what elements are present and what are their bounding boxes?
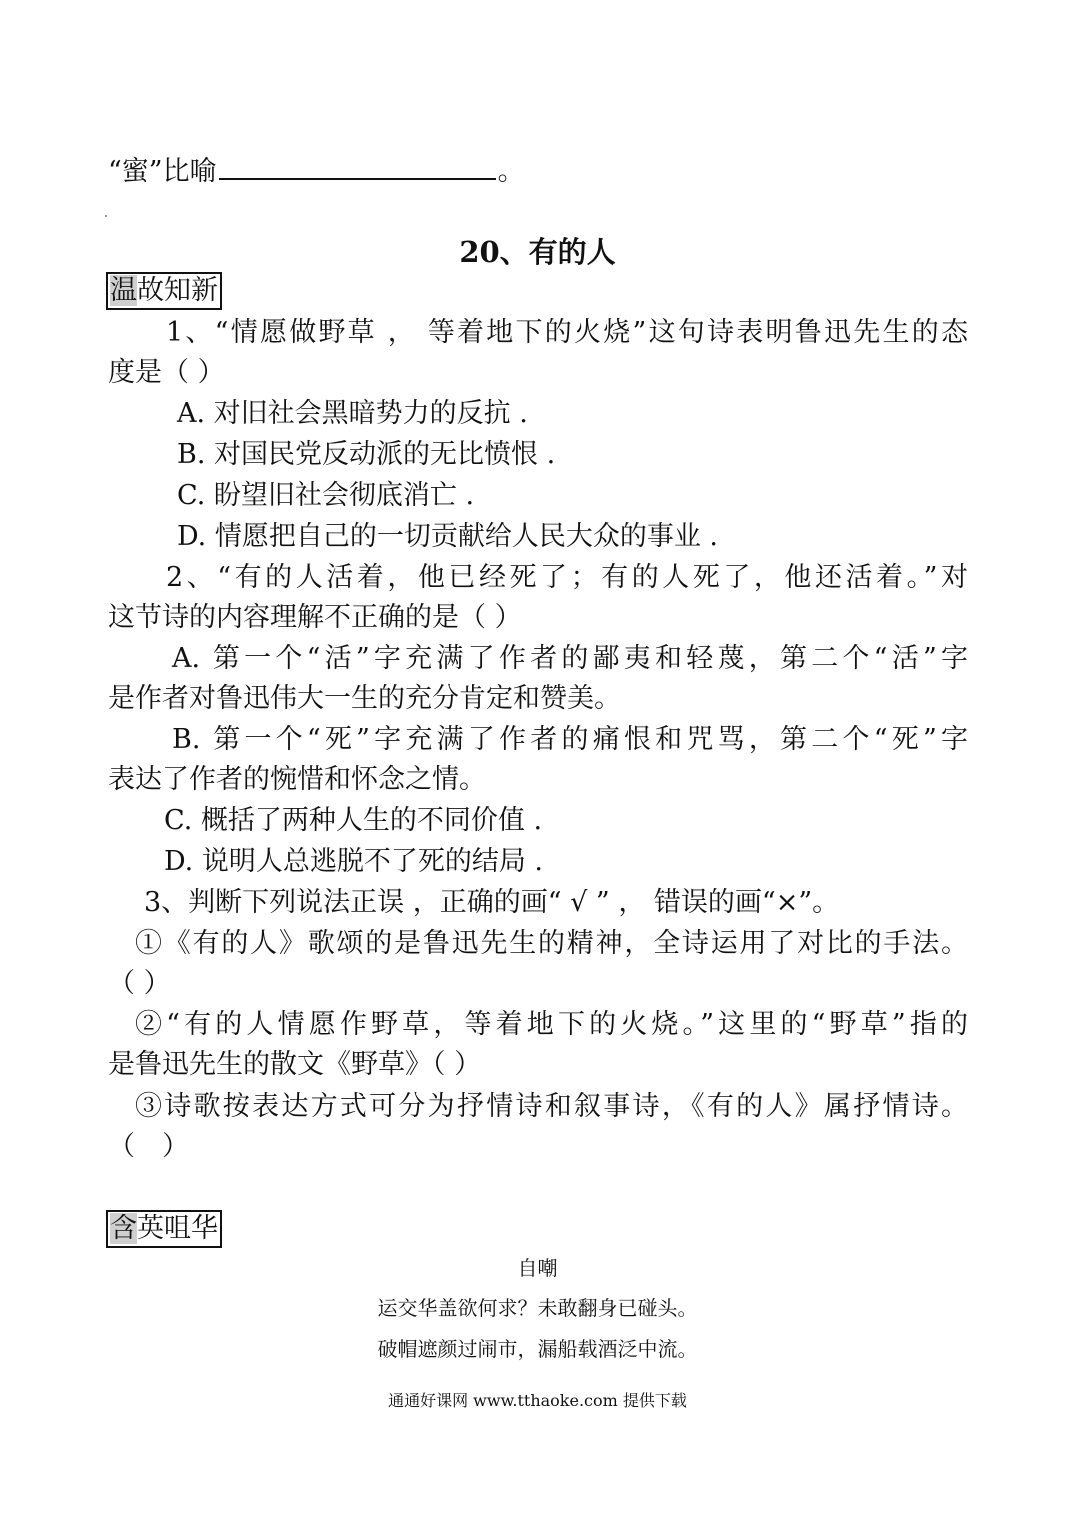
q3-item2-line2: 是鲁迅先生的散文《野草》（ ） bbox=[108, 1049, 482, 1080]
page-footer: 通通好课网 www.tthaoke.com 提供下载 bbox=[388, 1391, 687, 1410]
fill-blank-suffix: 。 bbox=[497, 156, 525, 187]
poem-line-1: 运交华盖欲何求？未敢翻身已碰头。 bbox=[377, 1296, 698, 1320]
q3-item1-line1: ①《有的人》歌颂的是鲁迅先生的精神，全诗运用了对比的手法。 bbox=[135, 928, 968, 959]
section-tag-rest: 英咀华 bbox=[137, 1213, 218, 1244]
q1-option-d: D. 情愿把自己的一切贡献给人民大众的事业 . bbox=[177, 521, 719, 552]
q1-stem-line2: 度是（ ） bbox=[108, 357, 225, 388]
q2-option-c: C. 概括了两种人生的不同价值 . bbox=[164, 805, 543, 836]
q3-stem: 3、判断下列说法正误 ，正确的画“ √ ” ， 错误的画“×”。 bbox=[144, 887, 840, 918]
stray-mark bbox=[105, 215, 107, 217]
poem-title: 自嘲 bbox=[517, 1256, 558, 1280]
q1-option-c: C. 盼望旧社会彻底消亡 . bbox=[177, 480, 475, 511]
section-tag-review bbox=[106, 272, 222, 310]
q1-option-a: A. 对旧社会黑暗势力的反抗 . bbox=[177, 398, 528, 429]
fill-blank-prefix: “蜜”比喻 bbox=[108, 156, 217, 187]
lesson-title: 20、有的人 bbox=[459, 235, 616, 269]
section-tag-appreciation bbox=[106, 1210, 222, 1248]
poem-line-2: 破帽遮颜过闹市，漏船载酒泛中流。 bbox=[377, 1337, 698, 1361]
q1-option-b: B. 对国民党反动派的无比愤恨 . bbox=[177, 439, 556, 470]
answer-blank[interactable] bbox=[219, 152, 496, 180]
q3-item1-line2: （ ） bbox=[108, 968, 171, 999]
q2-stem-line1: 2、“有的人活着，他已经死了；有的人死了，他还活着。”对 bbox=[166, 562, 968, 593]
q2-option-a-line1: A. 第一个“活”字充满了作者的鄙夷和轻蔑，第二个“活”字 bbox=[172, 643, 968, 674]
section-tag-first-char: 温 bbox=[110, 275, 137, 306]
section-tag-rest: 故知新 bbox=[137, 275, 218, 306]
q3-item3-line2: （ ） bbox=[108, 1131, 189, 1162]
q2-option-a-line2: 是作者对鲁迅伟大一生的充分肯定和赞美。 bbox=[108, 683, 621, 714]
q2-stem-line2: 这节诗的内容理解不正确的是（ ） bbox=[108, 602, 522, 633]
fill-blank-line bbox=[108, 152, 525, 192]
section-tag-first-char: 含 bbox=[110, 1213, 137, 1244]
q3-item3-line1: ③诗歌按表达方式可分为抒情诗和叙事诗，《有的人》属抒情诗。 bbox=[135, 1091, 968, 1122]
q1-stem-line1: 1、“情愿做野草 ， 等着地下的火烧”这句诗表明鲁迅先生的态 bbox=[166, 317, 968, 348]
q2-option-d: D. 说明人总逃脱不了死的结局 . bbox=[164, 846, 544, 877]
q2-option-b-line1: B. 第一个“死”字充满了作者的痛恨和咒骂，第二个“死”字 bbox=[172, 724, 968, 755]
q3-item2-line1: ②“有的人情愿作野草，等着地下的火烧。”这里的“野草”指的 bbox=[135, 1009, 968, 1040]
q2-option-b-line2: 表达了作者的惋惜和怀念之情。 bbox=[108, 764, 486, 795]
